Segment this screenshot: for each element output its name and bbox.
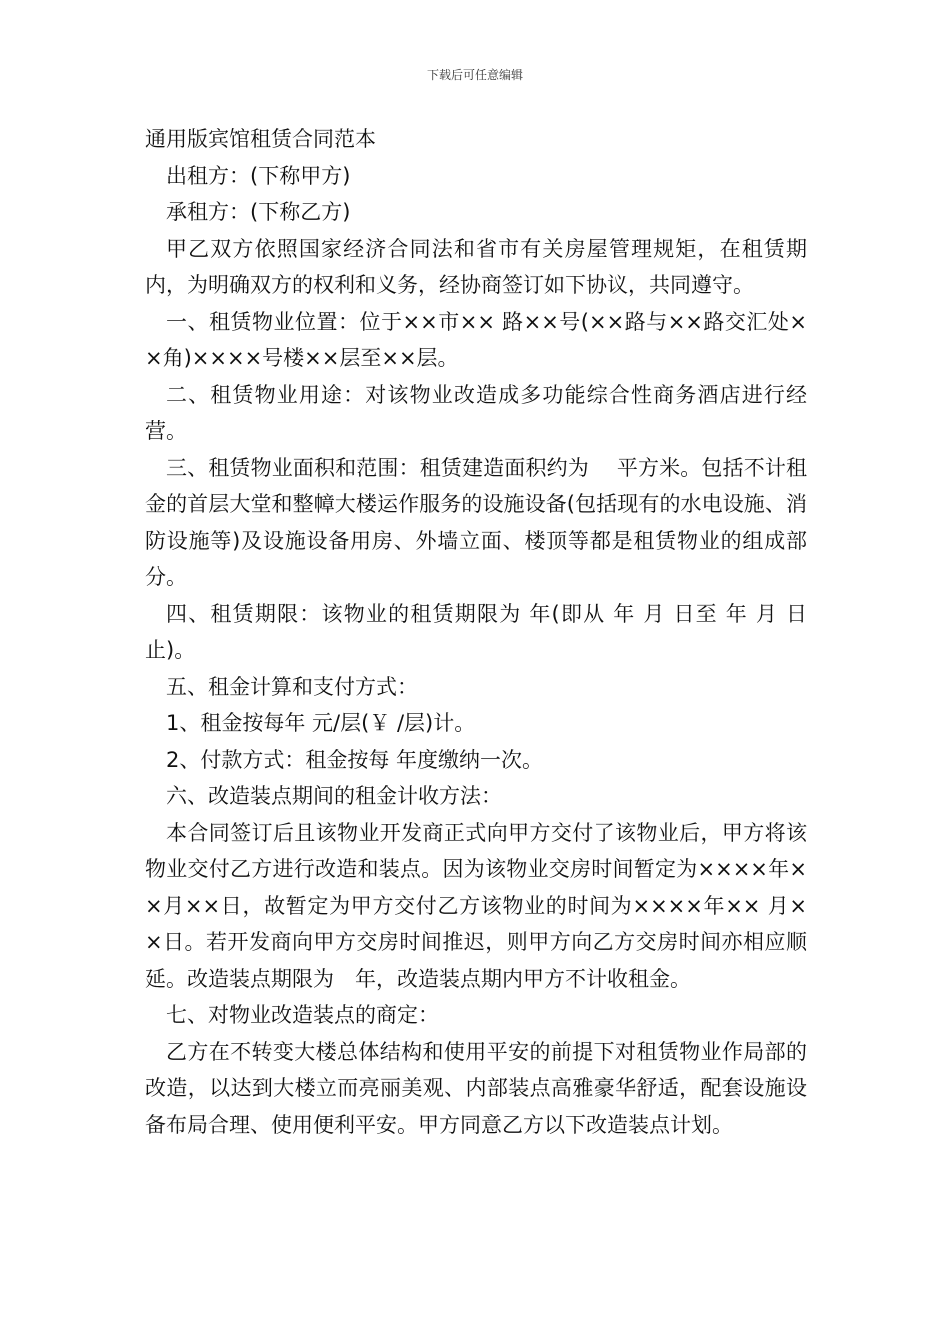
paragraph-clause-4-term: 四、租赁期限：该物业的租赁期限为 年(即从 年 月 日至 年 月 日止)。 [145,601,807,662]
paragraph-clause-6-body: 本合同签订后且该物业开发商正式向甲方交付了该物业后，甲方将该物业交付乙方进行改造和装点。因为该物业交房时间暂定为××××年××月××日，故暂定为甲方交付乙方该物业的时间为××××年×× 月××日。若开发商向甲方交房时间推迟，则甲方向乙方交房时间亦相应顺延。改造装点期限为 年，改造装点期内甲方不计收租金。 [145,820,807,991]
document-title: 通用版宾馆租赁合同范本 [145,127,376,151]
paragraph-lessor: 出租方：(下称甲方) [166,163,351,188]
page-header-note: 下载后可任意编辑 [426,68,523,82]
paragraph-clause-7-body: 乙方在不转变大楼总体结构和使用平安的前提下对租赁物业作局部的改造，以达到大楼立而亮丽美观、内部装点高雅豪华舒适，配套设施设备布局合理、使用便利平安。甲方同意乙方以下改造装点计划。 [145,1039,807,1137]
paragraph-clause-1-location: 一、租赁物业位置：位于××市×× 路××号(××路与××路交汇处××角)××××号楼××层至××层。 [145,309,807,370]
paragraph-clause-5-item-1: 1、租金按每年 元/层(￥ /层)计。 [166,711,476,735]
paragraph-clause-2-use: 二、租赁物业用途：对该物业改造成多功能综合性商务酒店进行经营。 [145,382,807,443]
paragraph-preamble: 甲乙双方依照国家经济合同法和省市有关房屋管理规矩，在租赁期内，为明确双方的权利和义务，经协商签订如下协议，共同遵守。 [145,236,807,297]
paragraph-clause-6-heading: 六、改造装点期间的租金计收方法： [166,784,502,808]
paragraph-clause-3-area: 三、租赁物业面积和范围：租赁建造面积约为 平方米。包括不计租金的首层大堂和整幛大楼运作服务的设施设备(包括现有的水电设施、消防设施等)及设施设备用房、外墙立面、楼顶等都是租赁物业的组成部分。 [145,455,807,589]
paragraph-clause-7-heading: 七、对物业改造装点的商定： [166,1003,439,1027]
paragraph-clause-5-item-2: 2、付款方式：租金按每 年度缴纳一次。 [166,747,544,772]
paragraph-clause-5-heading: 五、租金计算和支付方式： [166,674,418,699]
paragraph-lessee: 承租方：(下称乙方) [166,200,351,224]
document-body [145,121,807,1143]
